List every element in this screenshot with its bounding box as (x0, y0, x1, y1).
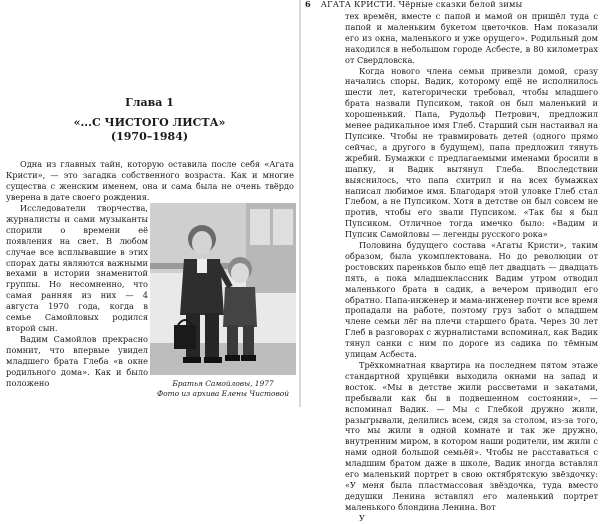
chapter-title: «...С ЧИСТОГО ЛИСТА» (73, 116, 226, 129)
right-page (301, 0, 600, 523)
photo-caption: Братья Самойловы, 1977 (172, 379, 274, 388)
page-number: 6 (305, 0, 311, 9)
intro-paragraph: Одна из главных тайн, которую оставила после себя «Агата Кристи», — это загадка собственного возраста. Как и многие существа с женским именем, она и сама была не очень твёрдо уверена в дате своего рождения. (6, 159, 294, 202)
left-page (0, 0, 299, 407)
wrap-text (6, 203, 148, 388)
body-paragraph: Половина будущего состава «Агаты Кристи», таким образом, была укомплектована. Но до революции от ростовских пареньков было ещё лет двадцать — двадцать пять, а пока младшеклассник Вадим утром отводил маленького брата в садик, а вечером приводил его обратно. Папа-инженер и мама-инженер почти все время пропадали на работе, поэтому груз забот о младшем члене семьи лёг на плечи старшего брата. Через 30 лет Глеб в разговорах с журналистами вспоминал, как Вадик тянул санки с ним по дороге из садика по тёмным улицам Асбеста. (345, 240, 598, 360)
wrap-paragraph: Вадим Самойлов прекрасно помнит, что впервые увидел младшего брата Глеба «в окне родильного дома». Как и было положено (6, 333, 148, 388)
body-paragraph: Трёхкомнатная квартира на последнем пятом этаже стандартной хрущёвки выходила окнами на запад и восток. «Мы в детстве жили рассветами и закатами, пребывали как бы в подвешенном состоянии», — вспоминал Вадик. — Мы с Глебкой дружно жили, разыгрывали, делились всем, сидя за столом, из-за того, что мы жили в одной комнате и так же дружно, внутренним миром, в котором наши родители, им жили с нами одной большой семьёй». Чтобы не расставаться с младшим братом даже в школе, Вадик иногда вставлял его маленький портрет в свою октябрятскую звёздочку: «У меня была пластмассовая звёздочка, туда вместо дедушки Ленина вставлял его маленький портрет маленького блондина Ленина. Вот (345, 360, 598, 512)
photo-credit: Фото из архива Елены Чистовой (157, 389, 289, 398)
body-paragraph: У (359, 512, 365, 523)
brothers-photo (150, 203, 296, 375)
body-paragraph: Когда нового члена семьи привезли домой, сразу начались споры. Вадик, которому ещё не исполнилось шести лет, категорически требовал, чтобы младшего брата назвали Пупсиком, такой он был маленький и хорошенький. Папа, Рудольф Петрович, предложил менее радикальное имя Глеб. Старший сын настаивал на Пупсике. Чтобы не травмировать детей (одного прямо сейчас, а другого в будущем), папа предложил тянуть жребий. Бумажки с предлагаемыми именами бросили в шапку, и Вадик вытянул Глеба. Впоследствии выяснилось, что папа схитрил и на всех бумажках написал любимое имя. Благодаря этой уловке Глеб стал Глебом, а не Пупсиком. Хотя в детстве он был совсем не против, чтобы его звали Пупсиком. «Так бы я был Пупсиком. Отличное тогда имечко было: «Вадим и Пупсик Самойловы — легенды русского рока» (345, 65, 598, 240)
wrap-paragraph: Исследователи творчества, журналисты и сами музыканты спорили о времени её появления на свет. В любом случае все всплывавшие в этих спорах даты являются важными вехами в истории знаменитой группы. Но несомненно, что самая ранняя из них — 4 августа 1970 года, когда в семье Самойловых родился второй сын. (6, 203, 148, 333)
intro-text (6, 159, 294, 203)
body-paragraph: тех времён, вместе с папой и мамой он пришёл туда с папой и маленьким букетом цветочков. Нам показали его из окна, маленького и уже орущего». Родильный дом находился в небольшом городе Асбесте, в 80 километрах от Свердловска. (345, 11, 598, 65)
chapter-dates: (1970–1984) (110, 130, 189, 143)
brothers-photo-illustration (150, 203, 296, 375)
right-body-text (345, 11, 598, 524)
running-head-title: АГАТА КРИСТИ. Чёрные сказки белой зимы (320, 0, 523, 9)
chapter-label: Глава 1 (125, 96, 174, 109)
running-head (305, 0, 600, 10)
